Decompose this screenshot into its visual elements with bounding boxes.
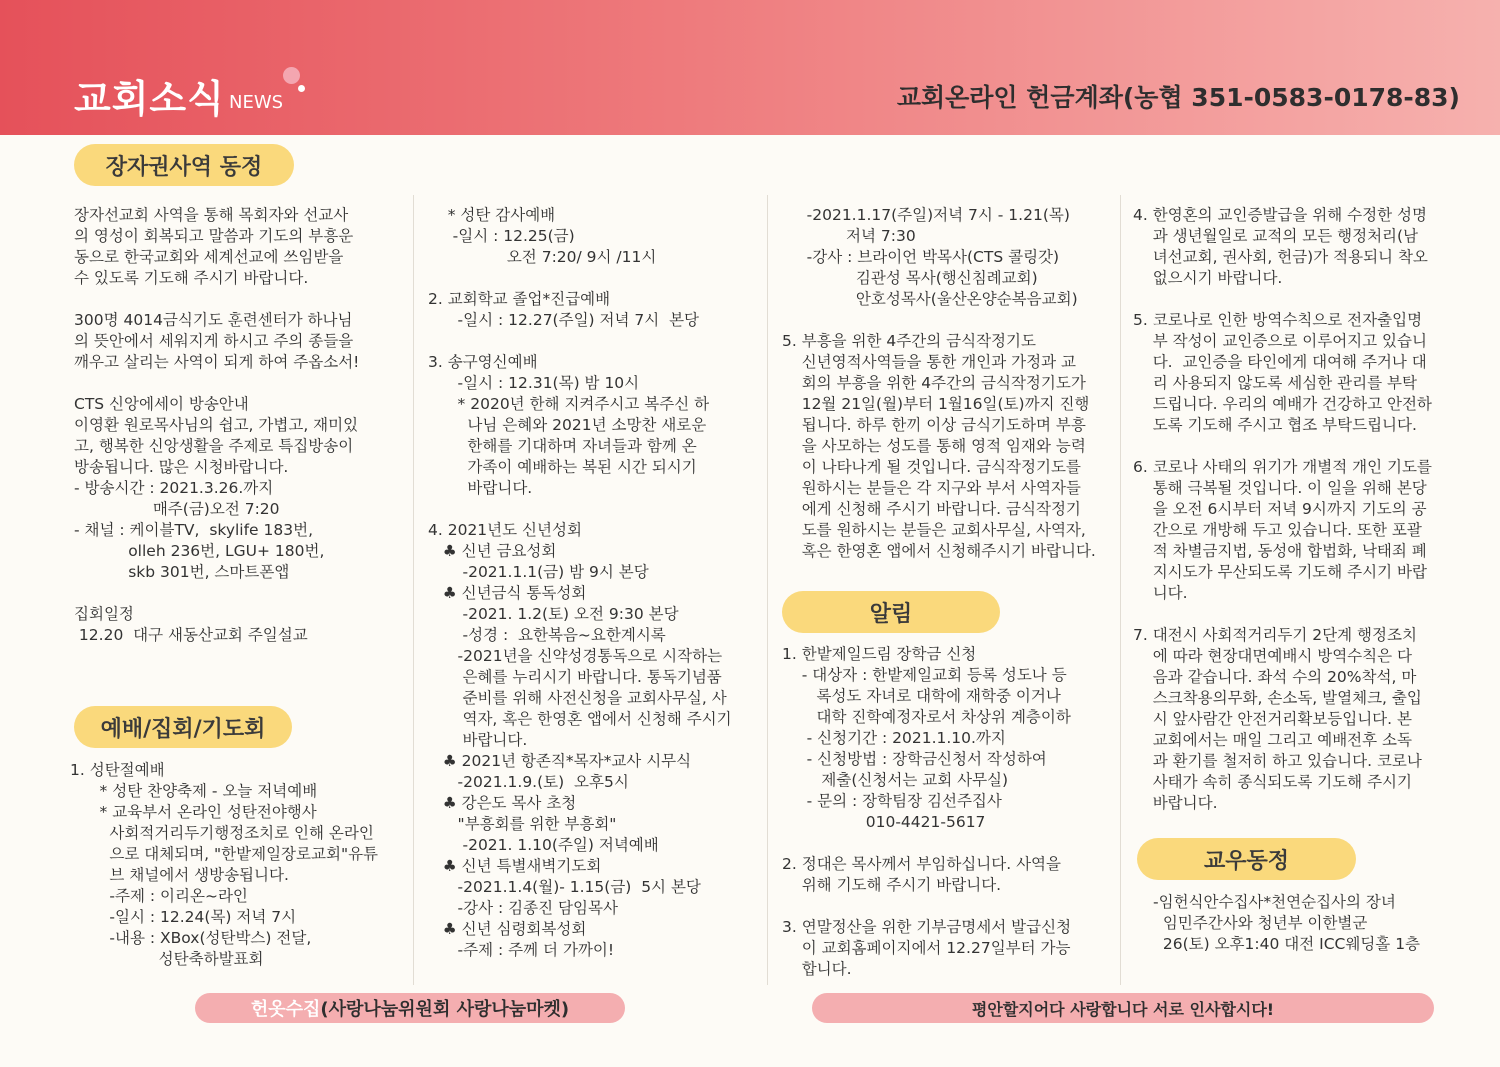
clothes-rest: (사랑나눔위원회 사랑나눔마켓) bbox=[320, 999, 570, 1020]
section-zhang: 장자권사역 동정 bbox=[74, 144, 294, 186]
clothes-highlight: 헌옷수집 bbox=[250, 999, 321, 1020]
column-divider bbox=[1120, 195, 1121, 985]
news-label: NEWS bbox=[229, 92, 284, 113]
decor-dot-small-icon bbox=[298, 85, 305, 92]
zhang-news-text: 장자선교회 사역을 통해 목회자와 선교사 의 영성이 회복되고 말씀과 기도의 부흥운 동으로 한국교회와 세계선교에 쓰임받을 수 있도록 기도해 주시기 바랍니다. 300명 4014금식기도 훈련센터가 하나님 의 뜻안에서 세워지게 하시고 주의 종들을 깨우고 살리는 사역이 되게 하여 주옵소서! CTS 신앙에세이 방송안내 이영환 원로목사님의 쉽고, 가볍고, 재미있 고, 행복한 신앙생활을 주제로 특집방송이 방송됩니다. 많은 시청바랍니다. - 방송시간 : 2021.3.26.까지 매주(금)오전 7:20 - 채널 : 케이블TV, skylife 183번, olleh 236번, LGU+ 180번, skb 301번, 스마트폰앱 집회일정 12.20 대구 새동산교회 주일설교 bbox=[74, 206, 360, 644]
revival-text: -2021.1.17(주일)저녁 7시 - 1.21(목) 저녁 7:30 -강사 : 브라이언 박목사(CTS 콜링갓) 김관성 목사(행신침례교회) 안호성목사(울산온양순복음교회) 5. 부흥을 위한 4주간의 금식작정기도 신년영적사역들을 통한 개인과 가정과 교 회의 부흥을 위한 4주간의 금식작정기도가 12월 21일(월)부터 1월16일(토)까지 진행 됩니다. 하루 한끼 이상 금식기도하며 부흥 을 사모하는 성도를 통해 영적 임재와 능력 이 나타나게 될 것입니다. 금식작정기도를 원하시는 분들은 각 지구와 부서 사역자들 에게 신청해 주시기 바랍니다. 금식작정기 도를 원하시는 분들은 교회사무실, 사역자, 혹은 한영혼 앱에서 신청해주시기 바랍니다. bbox=[782, 206, 1096, 560]
header-banner bbox=[0, 0, 1500, 135]
section-worship: 예배/집회/기도회 bbox=[74, 706, 292, 748]
greeting-banner: 평안할지어다 사랑합니다 서로 인사합시다! bbox=[812, 993, 1434, 1023]
christmas-worship-text: 1. 성탄절예배 * 성탄 찬양축제 - 오늘 저녁예배 * 교육부서 온라인 성탄전야행사 사회적거리두기행정조치로 인해 온라인 으로 대체되며, "한밭제일장로교회"유튜 브 채널에서 생방송됩니다. -주제 : 이리온~라인 -일시 : 12.24(목) 저녁 7시 -내용 : XBox(성탄박스) 전달, 성탄축하발표회 bbox=[70, 761, 379, 968]
notice-continued-text: 4. 한영혼의 교인증발급을 위해 수정한 성명 과 생년월일로 교적의 모든 행정처리(남 녀선교회, 권사회, 헌금)가 적용되니 착오 없으시기 바랍니다. 5. 코로나로 인한 방역수칙으로 전자출입명 부 작성이 교인증으로 이루어지고 있습니 다. 교인증을 타인에게 대여해 주거나 대 리 사용되지 않도록 세심한 관리를 부탁 드립니다. 우리의 예배가 건강하고 안전하 도록 기도해 주시고 협조 부탁드립니다. 6. 코로나 사태의 위기가 개별적 개인 기도를 통해 극복될 것입니다. 이 일을 위해 본당 을 오전 6시부터 저녁 9시까지 기도의 공 간으로 개방해 두고 있습니다. 또한 포괄 적 차별금지법, 동성애 합법화, 낙태죄 폐 지시도가 무산되도록 기도해 주시기 바랍 니다. 7. 대전시 사회적거리두기 2단계 행정조치 에 따라 현장대면예배시 방역수칙은 다 음과 같습니다. 좌석 수의 20%착석, 마 스크착용의무화, 손소독, 발열체크, 출입 시 앞사람간 안전거리확보등입니다. 본 교회에서는 매일 그리고 예배전후 소독 과 환기를 철저히 하고 있습니다. 코로나 사태가 속히 종식되도록 기도해 주시기 바랍니다. bbox=[1133, 206, 1432, 812]
offering-account: 교회온라인 헌금계좌(농협 351-0583-0178-83) bbox=[896, 83, 1460, 112]
column-divider bbox=[767, 195, 768, 985]
clothes-collection-banner bbox=[195, 993, 625, 1023]
column-divider bbox=[413, 195, 414, 985]
page-title: 교회소식 bbox=[74, 77, 225, 121]
decor-dot-icon bbox=[283, 67, 300, 84]
members-news-text: -임헌식안수집사*천연순집사의 장녀 임민주간사와 청년부 이한별군 26(토) 오후1:40 대전 ICC웨딩홀 1층 bbox=[1153, 893, 1421, 953]
worship-schedule-text: * 성탄 감사예배 -일시 : 12.25(금) 오전 7:20/ 9시 /11시 2. 교회학교 졸업*진급예배 -일시 : 12.27(주일) 저녁 7시 본당 3. 송구영신예배 -일시 : 12.31(목) 밤 10시 * 2020년 한해 지켜주시고 복주신 하 나님 은혜와 2021년 소망찬 새로운 한해를 기대하며 자녀들과 함께 온 가족이 예배하는 복된 시간 되시기 바랍니다. 4. 2021년도 신년성회 ♣ 신년 금요성회 -2021.1.1(금) 밤 9시 본당 ♣ 신년금식 통독성회 -2021. 1.2(토) 오전 9:30 본당 -성경 : 요한복음~요한계시록 -2021년을 신약성경통독으로 시작하는 은혜를 누리시기 바랍니다. 통독기념품 준비를 위해 사전신청을 교회사무실, 사 역자, 혹은 한영혼 앱에서 신청해 주시기 바랍니다. ♣ 2021년 항존직*목자*교사 시무식 -2021.1.9.(토) 오후5시 ♣ 강은도 목사 초청 "부흥회를 위한 부흥회" -2021. 1.10(주일) 저녁예배 ♣ 신년 특별새벽기도회 -2021.1.4(월)- 1.15(금) 5시 본당 -강사 : 김종진 담임목사 ♣ 신년 심령회복성회 -주제 : 주께 더 가까이! bbox=[428, 206, 732, 959]
notice-text: 1. 한밭제일드림 장학금 신청 - 대상자 : 한밭제일교회 등록 성도나 등 록성도 자녀로 대학에 재학중 이거나 대학 진학예정자로서 차상위 계층이하 - 신청기간 : 2021.1.10.까지 - 신청방법 : 장학금신청서 작성하여 제출(신청서는 교회 사무실) - 문의 : 장학팀장 김선주집사 010-4421-5617 2. 정대은 목사께서 부임하십니다. 사역을 위해 기도해 주시기 바랍니다. 3. 연말정산을 위한 기부금명세서 발급신청 이 교회홈페이지에서 12.27일부터 가능 합니다. bbox=[782, 645, 1072, 978]
section-members: 교우동정 bbox=[1137, 838, 1356, 880]
section-notice: 알림 bbox=[782, 591, 1000, 633]
